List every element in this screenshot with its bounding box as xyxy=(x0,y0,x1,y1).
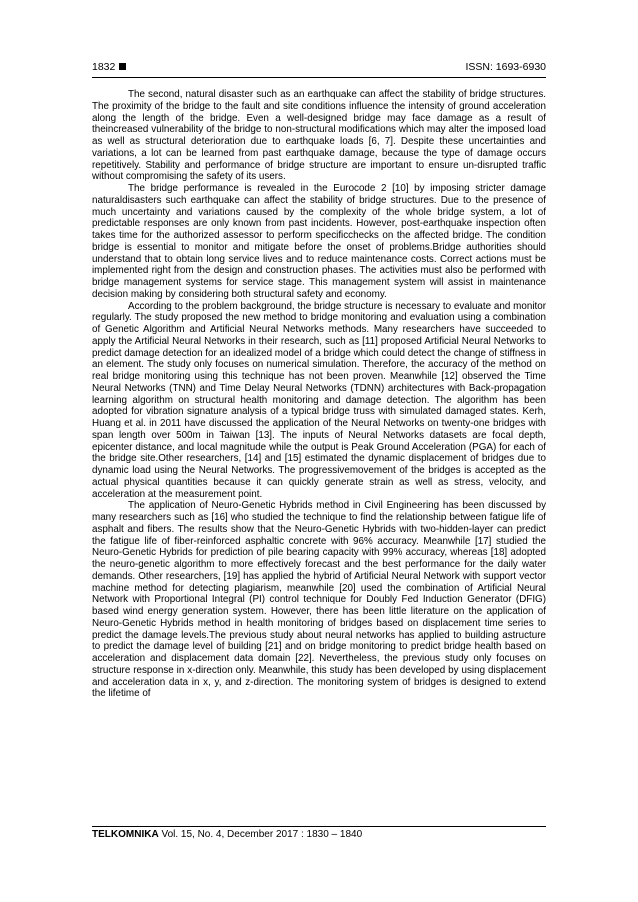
journal-citation: Vol. 15, No. 4, December 2017 : 1830 – 1840 xyxy=(158,829,363,840)
running-header xyxy=(92,61,546,75)
body-text xyxy=(92,89,546,700)
issn: ISSN: 1693-6930 xyxy=(465,61,546,73)
footer-rule xyxy=(92,826,546,827)
journal-name: TELKOMNIKA xyxy=(92,829,159,840)
paragraph: The bridge performance is revealed in the Eurocode 2 [10] by imposing stricter damage naturaldisasters such earthquake can affect the stability of bridge structures. Due to the presence of much uncertainty and variations caused by the complexity of the whole bridge system, a lot of predictable responses are only known from past incidents. However, post-earthquake inspection often takes time for the authorized assessor to perform specificchecks on the affected bridge. The condition bridge is essential to monitor and mitigate before the onset of problems.Bridge authorities should understand that to obtain long service lives and to reduce maintenance costs. Correct actions must be implemented right from the design and construction phases. The activities must also be performed with bridge management systems for service stage. This management system will assist in maintenance decision making by considering both structural safety and economy. xyxy=(92,183,546,300)
paragraph: The second, natural disaster such as an earthquake can affect the stability of bridge structures. The proximity of the bridge to the fault and site conditions influence the intensity of ground acceleration along the length of the bridge. Even a well-designed bridge may face damage as a result of theincreased vulnerability of the bridge to non-structural modifications which may alter the imposed load as well as structural deterioration due to earthquake loads [6, 7]. Despite these uncertainties and variations, a lot can be learned from past earthquake damage, because the type of damage occurs repetitively. Stability and performance of bridge structure are important to ensure un-disrupted traffic without compromising the safety of its users. xyxy=(92,89,546,183)
header-page-number-group xyxy=(92,61,126,73)
page-number: 1832 xyxy=(92,61,116,73)
paragraph: The application of Neuro-Genetic Hybrids method in Civil Engineering has been discussed by many researchers such as [16] who studied the technique to find the relationship between fatigue life of asphalt and fibers. The results show that the Neuro-Genetic Hybrids with two-hidden-layer can predict the fatigue life of fiber-reinforced asphaltic concrete with 96% accuracy. Meanwhile [17] studied the Neuro-Genetic Hybrids for prediction of pile bearing capacity with 99% accuracy, whereas [18] adopted the neuro-genetic algorithm to more effectively forecast and the best performance for the daily water demands. Other researchers, [19] has applied the hybrid of Artificial Neural Network with support vector machine method for detecting plagiarism, meanwhile [20] used the combination of Artificial Neural Network with Proportional Integral (PI) control technique for Doubly Fed Induction Generator (DFIG) based wind energy generation system. However, there has been little literature on the application of Neuro-Genetic Hybrids method in health monitoring of bridges based on displacement time series to predict the damage levels.The previous study about neural networks has applied to building astructure to predict the damage level of building [21] and on bridge monitoring to predict bridge health based on acceleration and displacement data domain [22]. Nevertheless, the previous study only focuses on structure response in x-direction only. Meanwhile, this study has been developed by using displacement and acceleration data in x, y, and z-direction. The monitoring system of bridges is designed to extend the lifetime of xyxy=(92,500,546,700)
paragraph: According to the problem background, the bridge structure is necessary to evaluate and monitor regularly. The study proposed the new method to bridge monitoring and evaluation using a combination of Genetic Algorithm and Artificial Neural Networks methods. Many researchers have succeeded to apply the Artificial Neural Networks in their research, such as [11] proposed Artificial Neural Networks to predict damage detection for an idealized model of a bridge which could detect the change of stiffness in an element. The study only focuses on numerical simulation. Therefore, the accuracy of the method on real bridge monitoring using this technique has not been proven. Meanwhile [12] observed the Time Neural Networks (TNN) and Time Delay Neural Networks (TDNN) architectures with Back-propagation learning algorithm on structural health monitoring and damage detection. The algorithm has been adopted for vibration signature analysis of a typical bridge truss with simulated damaged states. Kerh, Huang et al. in 2011 have discussed the application of the Neural Networks on twenty-one bridges with span length over 500m in Taiwan [13]. The inputs of Neural Networks datasets are focal depth, epicenter distance, and local magnitude while the output is Peak Ground Acceleration (PGA) for each of the bridge site.Other researchers, [14] and [15] estimated the dynamic displacement of bridges due to dynamic load using the Neural Networks. The progressivemovement of the bridges is accepted as the actual physical quantities because it can quickly generate strain as well as stress, velocity, and acceleration at the measurement point. xyxy=(92,300,547,500)
header-rule xyxy=(92,77,546,78)
running-footer xyxy=(92,829,362,840)
square-bullet-icon xyxy=(119,63,126,70)
